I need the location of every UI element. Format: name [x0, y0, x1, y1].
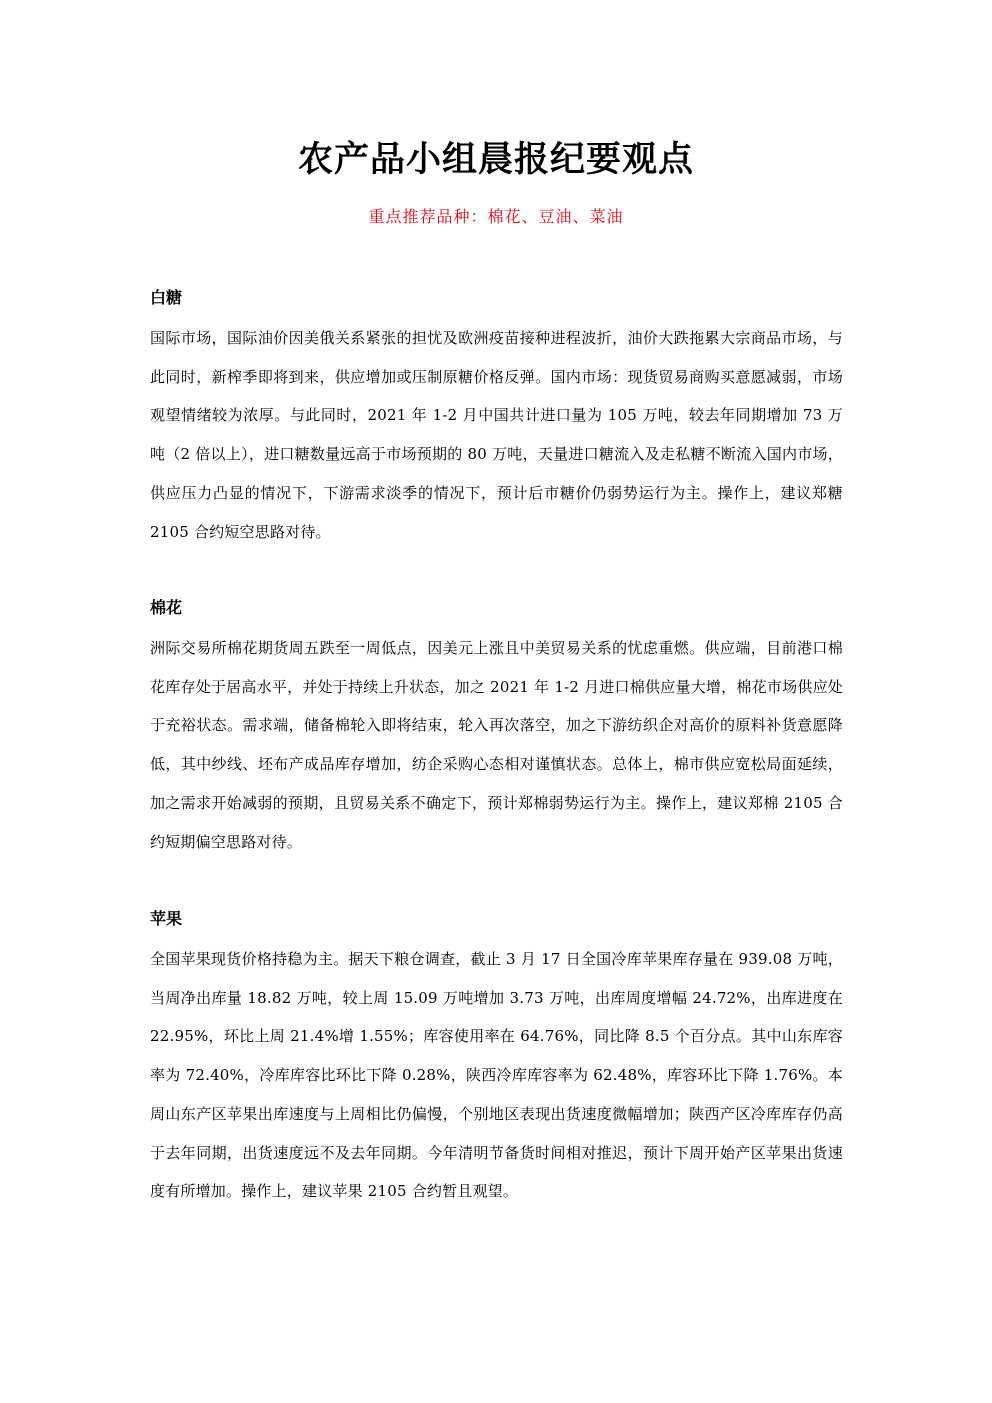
page-title: 农产品小组晨报纪要观点	[297, 140, 694, 180]
section-cotton	[150, 596, 843, 861]
section-heading-cotton: 棉花	[150, 598, 183, 617]
section-apple	[150, 907, 843, 1211]
section-body-cotton: 洲际交易所棉花期货周五跌至一周低点，因美元上涨且中美贸易关系的忧虑重燃。供应端，目前港口棉花库存处于居高水平，并处于持续上升状态，加之 2021 年 1-2 月进口棉供应量大增，棉花市场供应处于充裕状态。需求端，储备棉轮入即将结束，轮入再次落空，加之下游纺织企对高价的原料补货意愿降低，其中纱线、坯布产成品库存增加，纺企采购心态相对谨慎状态。总体上，棉市供应宽松局面延续，加之需求开始减弱的预期，且贸易关系不确定下，预计郑棉弱势运行为主。操作上，建议郑棉 2105 合约短期偏空思路对待。	[150, 639, 843, 851]
section-body-sugar: 国际市场，国际油价因美俄关系紧张的担忧及欧洲疫苗接种进程波折，油价大跌拖累大宗商品市场，与此同时，新榨季即将到来，供应增加或压制原糖价格反弹。国内市场：现货贸易商购买意愿减弱，市场观望情绪较为浓厚。与此同时，2021 年 1-2 月中国共计进口量为 105 万吨，较去年同期增加 73 万吨（2 倍以上），进口糖数量远高于市场预期的 80 万吨，天量进口糖流入及走私糖不断流入国内市场，供应压力凸显的情况下，下游需求淡季的情况下，预计后市糖价仍弱势运行为主。操作上，建议郑糖 2105 合约短空思路对待。	[150, 329, 843, 541]
section-heading-sugar: 白糖	[150, 288, 183, 307]
section-sugar	[150, 286, 843, 551]
section-body-apple: 全国苹果现货价格持稳为主。据天下粮仓调查，截止 3 月 17 日全国冷库苹果库存量在 939.08 万吨，当周净出库量 18.82 万吨，较上周 15.09 万吨增加 3.73 万吨，出库周度增幅 24.72%，出库进度在 22.95%，环比上周 21.4%增 1.55%；库容使用率在 64.76%，同比降 8.5 个百分点。其中山东库容率为 72.40%，冷库库容比环比下降 0.28%，陕西冷库库容率为 62.48%，库容环比下降 1.76%。本周山东产区苹果出库速度与上周相比仍偏慢，个别地区表现出货速度微幅增加；陕西产区冷库库存仍高于去年同期，出货速度远不及去年同期。今年清明节备货时间相对推迟，预计下周开始产区苹果出货速度有所增加。操作上，建议苹果 2105 合约暂且观望。	[150, 950, 843, 1201]
section-heading-apple: 苹果	[150, 909, 183, 928]
recommended-varieties-subtitle: 重点推荐品种：棉花、豆油、菜油	[368, 207, 624, 226]
